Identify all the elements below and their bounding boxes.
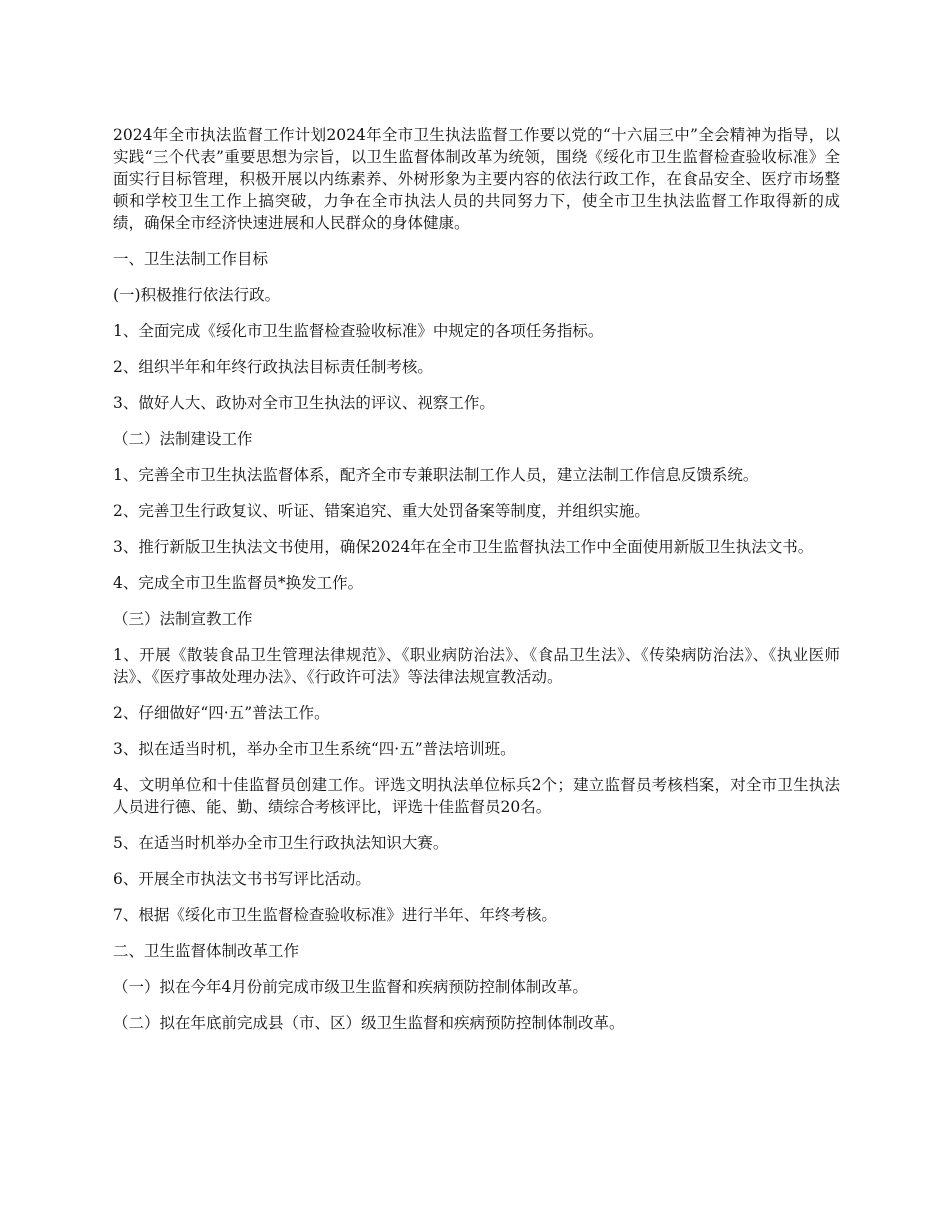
section-heading-1: 一、卫生法制工作目标 — [113, 250, 269, 268]
list-item: 4、文明单位和十佳监督员创建工作。评选文明执法单位标兵2个；建立监督员考核档案，对全市卫生执法人员进行德、能、勤、绩综合考核评比，评选十佳监督员20名。 — [113, 776, 840, 816]
document-body — [113, 124, 840, 1048]
list-item: 1、全面完成《绥化市卫生监督检查验收标准》中规定的各项任务指标。 — [113, 322, 604, 340]
list-item: 4、完成全市卫生监督员*换发工作。 — [113, 574, 364, 592]
subsection-item: （二）拟在年底前完成县（市、区）级卫生监督和疾病预防控制体制改革。 — [113, 1014, 625, 1032]
subsection-heading: (一)积极推行依法行政。 — [113, 286, 281, 304]
list-item: 3、拟在适当时机，举办全市卫生系统“四·五”普法培训班。 — [113, 740, 516, 758]
list-item: 2、仔细做好“四·五”普法工作。 — [113, 704, 330, 722]
list-item: 1、完善全市卫生执法监督体系，配齐全市专兼职法制工作人员，建立法制工作信息反馈系统。 — [113, 466, 759, 484]
section-heading-2: 二、卫生监督体制改革工作 — [113, 942, 300, 960]
list-item: 6、开展全市执法文书书写评比活动。 — [113, 870, 371, 888]
subsection-heading: （三）法制宣教工作 — [113, 610, 253, 628]
subsection-heading: （二）法制建设工作 — [113, 430, 253, 448]
list-item: 1、开展《散装食品卫生管理法律规范》、《职业病防治法》、《食品卫生法》、《传染病防治法》、《执业医师法》、《医疗事故处理办法》、《行政许可法》等法律法规宣教活动。 — [113, 646, 840, 686]
list-item: 3、做好人大、政协对全市卫生执法的评议、视察工作。 — [113, 394, 495, 412]
list-item: 7、根据《绥化市卫生监督检查验收标准》进行半年、年终考核。 — [113, 906, 557, 924]
intro-paragraph: 2024年全市执法监督工作计划2024年全市卫生执法监督工作要以党的“十六届三中”全会精神为指导，以实践“三个代表”重要思想为宗旨，以卫生监督体制改革为统领，围绕《绥化市卫生监督检查验收标准》全面实行目标管理，积极开展以内练素养、外树形象为主要内容的依法行政工作，在食品安全、医疗市场整顿和学校卫生工作上搞突破，力争在全市执法人员的共同努力下，使全市卫生执法监督工作取得新的成绩，确保全市经济快速进展和人民群众的身体健康。 — [113, 126, 840, 232]
list-item: 3、推行新版卫生执法文书使用，确保2024年在全市卫生监督执法工作中全面使用新版卫生执法文书。 — [113, 538, 814, 556]
list-item: 2、完善卫生行政复议、听证、错案追究、重大处罚备案等制度，并组织实施。 — [113, 502, 650, 520]
list-item: 5、在适当时机举办全市卫生行政执法知识大赛。 — [113, 834, 449, 852]
subsection-item: （一）拟在今年4月份前完成市级卫生监督和疾病预防控制体制改革。 — [113, 978, 588, 996]
list-item: 2、组织半年和年终行政执法目标责任制考核。 — [113, 358, 433, 376]
